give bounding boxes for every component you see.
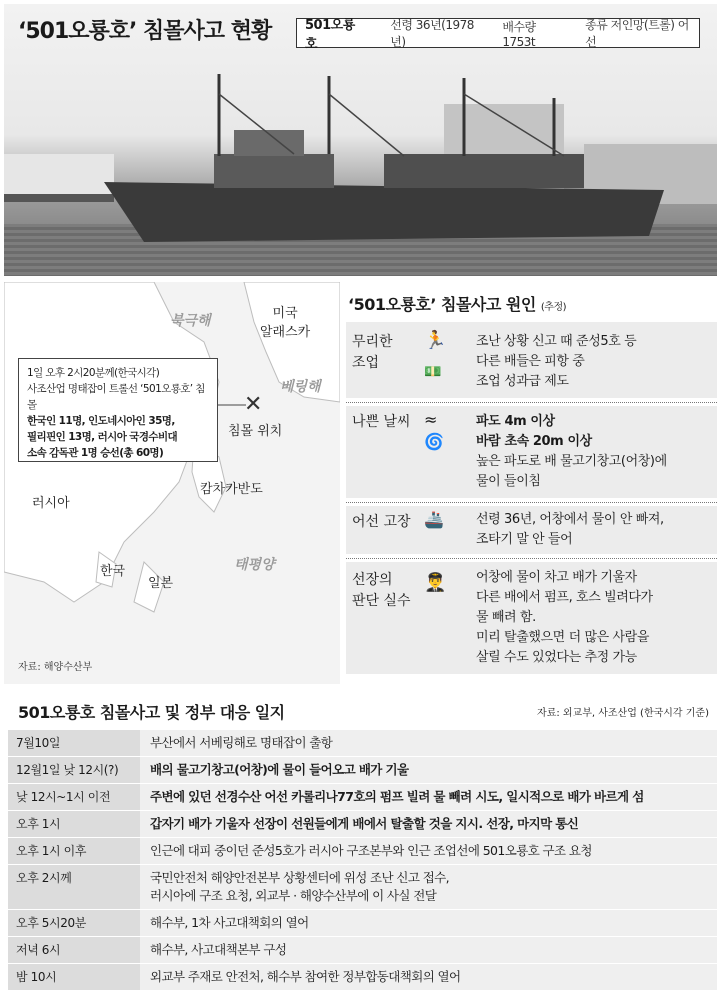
sea-label-bering: 베링해 bbox=[280, 379, 321, 395]
cause-line: 살릴 수도 있었다는 추정 가능 bbox=[476, 650, 637, 665]
sea-label-arctic: 북극해 bbox=[170, 313, 211, 329]
cause-line: 어창에 물이 차고 배가 기울자 bbox=[476, 570, 637, 585]
timeline-time: 오후 1시 bbox=[8, 811, 140, 837]
land-label-kamchatka: 캄차카반도 bbox=[200, 482, 263, 497]
cause-desc bbox=[476, 332, 636, 392]
map-panel bbox=[4, 282, 340, 684]
causes-title-text: ‘501오룡호’ 침몰사고 원인 bbox=[348, 295, 536, 314]
cause-label: 어선 고장 bbox=[352, 514, 411, 530]
cause-line: 조타기 말 안 들어 bbox=[476, 532, 573, 547]
callout-line: 필리핀인 13명, 러시아 국경수비대 bbox=[27, 431, 178, 443]
cause-line: 다른 배에서 펌프, 호스 빌려다가 bbox=[476, 590, 653, 605]
timeline-section bbox=[4, 690, 717, 1000]
callout-line: 사조산업 명태잡이 트롤선 ‘501오룡호’ 침몰 bbox=[27, 383, 205, 411]
sink-location-label: 침몰 위치 bbox=[228, 424, 283, 439]
causes-title-note: (추정) bbox=[540, 302, 567, 313]
cause-line: 선령 36년, 어창에서 물이 안 빠져, bbox=[476, 512, 664, 527]
cause-row-captain-error bbox=[346, 562, 717, 674]
timeline-row bbox=[8, 910, 717, 937]
causes-title bbox=[348, 292, 566, 315]
callout-line: 소속 감독관 1명 승선(총 60명) bbox=[27, 447, 164, 459]
timeline-source: 자료: 외교부, 사조산업 (한국시각 기준) bbox=[537, 708, 709, 719]
timeline-event: 배의 물고기창고(어창)에 물이 들어오고 배가 기울 bbox=[140, 757, 717, 783]
ship-age: 선령 36년(1978년) bbox=[390, 18, 474, 49]
running-person-icon: 🏃 bbox=[424, 330, 447, 351]
timeline-time: 오후 5시20분 bbox=[8, 910, 140, 936]
ship-photo bbox=[4, 4, 717, 276]
timeline-event: 해수부, 1차 사고대책회의 열어 bbox=[140, 910, 717, 936]
money-icon: 💵 bbox=[424, 364, 442, 380]
cause-desc bbox=[476, 412, 667, 492]
land-label-japan: 일본 bbox=[148, 576, 174, 591]
cause-label: 나쁜 날씨 bbox=[352, 414, 411, 430]
wave-icon: ≈ bbox=[424, 410, 438, 429]
incident-callout bbox=[18, 358, 218, 462]
cause-row-breakdown bbox=[346, 506, 717, 554]
ship-type: 종류 저인망(트롤) 어선 bbox=[585, 18, 689, 49]
timeline-time: 낮 12시~1시 이전 bbox=[8, 784, 140, 810]
timeline-event: 국민안전처 해양안전본부 상황센터에 위성 조난 신고 접수, 러시아에 구조 요청, 외교부 · 해양수산부에 이 사실 전달 bbox=[140, 865, 717, 909]
ship-name: 501오룡호 bbox=[305, 18, 355, 52]
cause-row-weather bbox=[346, 406, 717, 498]
ship-info-box bbox=[296, 18, 700, 52]
timeline-event: 주변에 있던 선경수산 어선 카롤리나77호의 펌프 빌려 물 빼려 시도, 일시적으로 배가 바르게 섬 bbox=[140, 784, 717, 810]
timeline-time: 밤 10시 bbox=[8, 964, 140, 990]
timeline-time: 12월1일 낮 12시(?) bbox=[8, 757, 140, 783]
timeline-time: 오후 2시께 bbox=[8, 865, 140, 909]
ship-tonnage: 배수량 1753t bbox=[502, 19, 536, 49]
cause-line: 파도 4m 이상 bbox=[476, 414, 555, 429]
cause-desc bbox=[476, 568, 653, 668]
timeline-event: 외교부 주재로 안전처, 해수부 참여한 정부합동대책회의 열어 bbox=[140, 964, 717, 990]
callout-line: 1일 오후 2시20분께(한국시각) bbox=[27, 367, 160, 379]
land-label-russia: 러시아 bbox=[32, 496, 70, 511]
map-and-causes-section bbox=[4, 282, 717, 684]
timeline-row bbox=[8, 838, 717, 865]
timeline-event: 갑자기 배가 기울자 선장이 선원들에게 배에서 탈출할 것을 지시. 선장, 마지막 통신 bbox=[140, 811, 717, 837]
timeline-table bbox=[8, 730, 717, 991]
timeline-event: 부산에서 서베링해로 명태잡이 출항 bbox=[140, 730, 717, 756]
timeline-time: 저녁 6시 bbox=[8, 937, 140, 963]
divider bbox=[346, 558, 717, 559]
sea-label-pacific: 태평양 bbox=[234, 557, 275, 573]
timeline-row bbox=[8, 784, 717, 811]
land-label-alaska: 미국 알래스카 bbox=[260, 306, 311, 340]
map-source: 자료: 해양수산부 bbox=[18, 662, 93, 673]
cause-row-overwork bbox=[346, 322, 717, 398]
callout-line: 한국인 11명, 인도네시아인 35명, bbox=[27, 415, 175, 427]
timeline-event: 해수부, 사고대책본부 구성 bbox=[140, 937, 717, 963]
cause-label: 무리한 조업 bbox=[352, 334, 393, 371]
sink-location-x-icon: ✕ bbox=[244, 392, 263, 417]
cause-line: 조업 성과급 제도 bbox=[476, 374, 569, 389]
captain-icon: 👨‍✈️ bbox=[424, 572, 447, 593]
cause-line: 미리 탈출했으면 더 많은 사람을 bbox=[476, 630, 649, 645]
ship-icon: 🚢 bbox=[424, 510, 444, 529]
cause-desc bbox=[476, 510, 664, 550]
land-label-korea: 한국 bbox=[100, 564, 126, 579]
cause-line: 다른 배들은 피항 중 bbox=[476, 354, 585, 369]
cause-line: 물 빼려 함. bbox=[476, 610, 536, 625]
causes-panel bbox=[346, 282, 717, 684]
divider bbox=[346, 402, 717, 403]
photo-headline: ‘501오룡호’ 침몰사고 현황 bbox=[18, 19, 272, 44]
cause-line: 물이 들이침 bbox=[476, 474, 541, 489]
timeline-row bbox=[8, 757, 717, 784]
map-landmass-illustration bbox=[4, 282, 340, 684]
divider bbox=[346, 502, 717, 503]
timeline-title: 501오룡호 침몰사고 및 정부 대응 일지 bbox=[18, 703, 285, 722]
cause-label: 선장의 판단 실수 bbox=[352, 572, 411, 609]
timeline-time: 7월10일 bbox=[8, 730, 140, 756]
timeline-row bbox=[8, 811, 717, 838]
cause-line: 높은 파도로 배 물고기창고(어창)에 bbox=[476, 454, 667, 469]
timeline-row bbox=[8, 730, 717, 757]
typhoon-icon: 🌀 bbox=[424, 432, 444, 451]
timeline-row bbox=[8, 865, 717, 910]
timeline-row bbox=[8, 937, 717, 964]
cause-line: 조난 상황 신고 때 준성5호 등 bbox=[476, 334, 637, 349]
timeline-row bbox=[8, 964, 717, 991]
timeline-event: 인근에 대피 중이던 준성5호가 러시아 구조본부와 인근 조업선에 501오룡호 구조 요청 bbox=[140, 838, 717, 864]
timeline-time: 오후 1시 이후 bbox=[8, 838, 140, 864]
cause-line: 바람 초속 20m 이상 bbox=[476, 434, 592, 449]
